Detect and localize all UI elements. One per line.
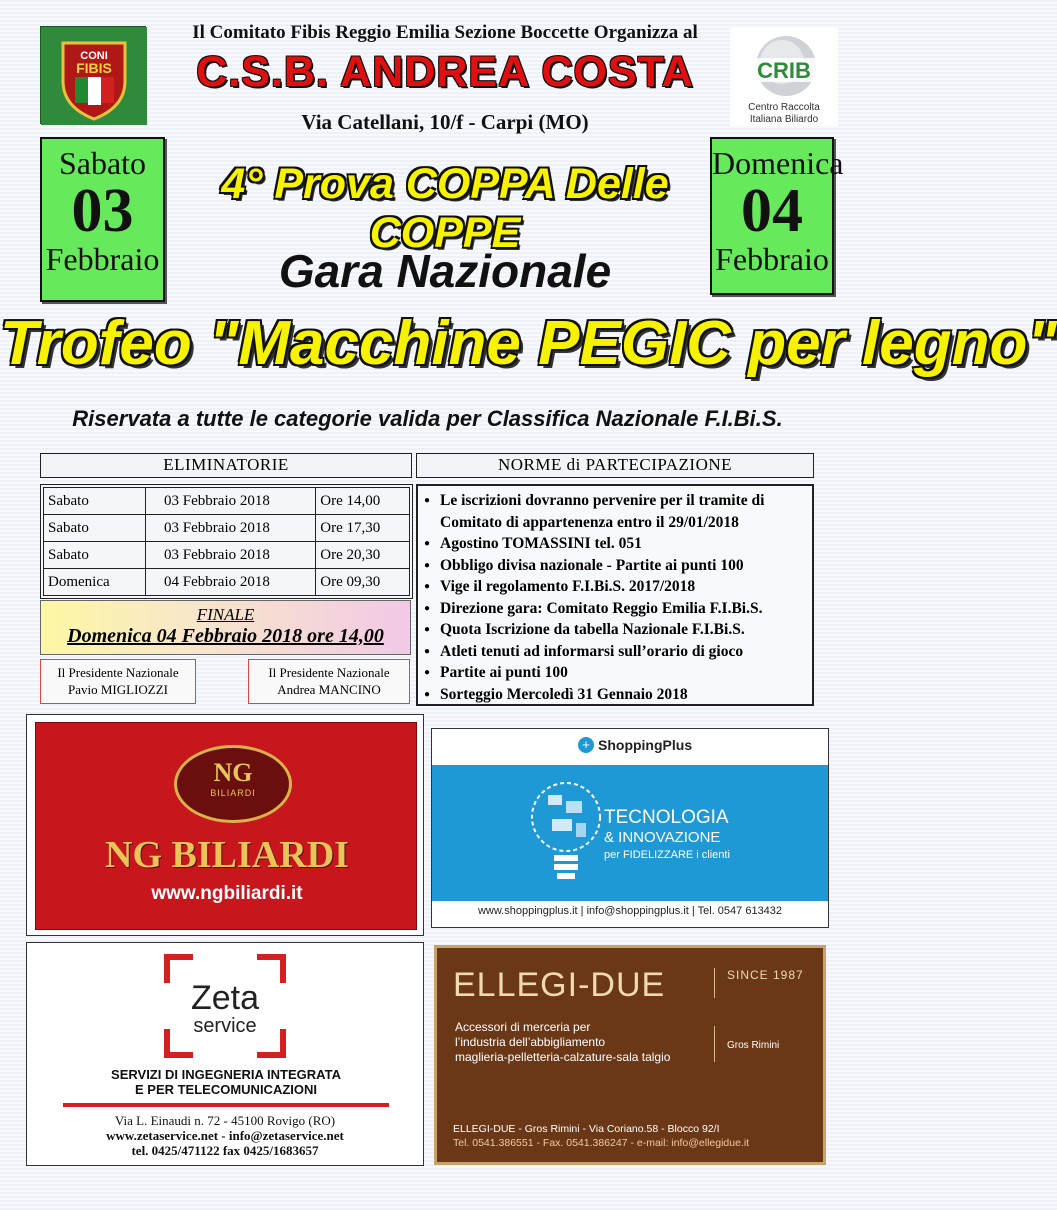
fibis-shield-icon bbox=[41, 27, 147, 125]
elim-time: Ore 14,00 bbox=[316, 488, 410, 515]
ng-name: NG BILIARDI bbox=[105, 834, 349, 876]
ellegi-name: ELLEGI-DUE bbox=[453, 966, 666, 1004]
zeta-tag2: E PER TELECOMUNICAZIONI bbox=[134, 1082, 317, 1097]
norme-item: ● Obbligo divisa nazionale - Partite ai punti 100 bbox=[424, 555, 808, 577]
crib-abbr: CRIB bbox=[757, 58, 811, 83]
fibis-logo bbox=[40, 26, 146, 124]
crib-line2: Italiana Biliardo bbox=[749, 114, 819, 125]
shop-line3: per FIDELIZZARE i clienti bbox=[604, 849, 730, 861]
shop-line2: & INNOVAZIONE bbox=[604, 829, 721, 846]
crib-logo bbox=[730, 28, 838, 126]
date-month: Febbraio bbox=[715, 241, 829, 277]
organizer-line: Il Comitato Fibis Reggio Emilia Sezione Boccette Organizza al bbox=[192, 22, 698, 43]
shop-footer: www.shoppingplus.it | info@shoppingplus.it | Tel. 0547 613432 bbox=[477, 905, 783, 917]
eliminatorie-header: ELIMINATORIE bbox=[40, 453, 412, 478]
finale-detail: Domenica 04 Febbraio 2018 ore 14,00 bbox=[67, 625, 384, 647]
date-number: 03 bbox=[71, 177, 134, 245]
event-title: 4° Prova COPPA Delle COPPE bbox=[221, 160, 669, 257]
president-name: Andrea MANCINO bbox=[277, 682, 381, 697]
norme-item: ● Direzione gara: Comitato Reggio Emilia F.I.Bi.S. bbox=[424, 598, 808, 620]
elim-row bbox=[44, 515, 410, 542]
norme-item: ● Sorteggio Mercoledì 31 Gennaio 2018 bbox=[424, 684, 808, 706]
elim-date: 03 Febbraio 2018 bbox=[146, 542, 316, 569]
president-box bbox=[248, 659, 410, 704]
ellegi-partner: Gros Rimini bbox=[727, 1040, 780, 1051]
elim-day: Sabato bbox=[44, 515, 146, 542]
finale-label: FINALE bbox=[196, 605, 255, 624]
date-box-saturday bbox=[40, 137, 165, 302]
elim-row bbox=[44, 542, 410, 569]
ad-shoppingplus bbox=[431, 728, 829, 928]
ellegi-desc1: Accessori di merceria per bbox=[455, 1020, 591, 1034]
elim-date: 04 Febbraio 2018 bbox=[146, 569, 316, 596]
norme-item: ● Quota Iscrizione da tabella Nazionale F.I.Bi.S. bbox=[424, 619, 808, 641]
trophy-title: Trofeo "Macchine PEGIC per legno" bbox=[0, 309, 1057, 378]
zeta-logo-sub: service bbox=[193, 1015, 257, 1037]
shop-line1: TECNOLOGIA bbox=[604, 807, 729, 828]
elim-row bbox=[44, 488, 410, 515]
ad-ng-biliardi bbox=[35, 722, 417, 930]
elim-date: 03 Febbraio 2018 bbox=[146, 488, 316, 515]
elim-day: Sabato bbox=[44, 488, 146, 515]
ad-zeta-service bbox=[26, 942, 424, 1166]
date-day: Sabato bbox=[58, 145, 147, 181]
fibis-logo-text: FIBIS bbox=[76, 60, 112, 76]
norme-header: NORME di PARTECIPAZIONE bbox=[416, 453, 814, 478]
president-name: Pavio MIGLIOZZI bbox=[67, 682, 168, 697]
eliminatorie-table bbox=[40, 484, 413, 599]
zeta-web: www.zetaservice.net - info@zetaservice.net bbox=[106, 1128, 344, 1143]
lightbulb-icon bbox=[528, 771, 604, 897]
ellegi-footer1: ELLEGI-DUE - Gros Rimini - Via Coriano.58 - Blocco 92/I bbox=[453, 1123, 720, 1135]
norme-item: ● Agostino TOMASSINI tel. 051 bbox=[424, 533, 808, 555]
president-box bbox=[40, 659, 196, 704]
ng-badge-small: BILIARDI bbox=[210, 788, 256, 798]
norme-item: ● Le iscrizioni dovranno pervenire per il tramite di Comitato di appartenenza entro il 29/01/2018 bbox=[424, 490, 808, 533]
ellegi-desc2: l’industria dell’abbigliamento bbox=[455, 1035, 606, 1049]
ellegi-desc3: maglieria-pelletteria-calzature-sala talgio bbox=[455, 1050, 671, 1064]
event-subtitle: Riservata a tutte le categorie valida per Classifica Nazionale F.I.Bi.S. bbox=[72, 406, 783, 431]
finale-box bbox=[40, 600, 411, 655]
elim-day: Domenica bbox=[44, 569, 146, 596]
elim-row bbox=[44, 569, 410, 596]
norme-list bbox=[416, 484, 814, 706]
crib-line1: Centro Raccolta bbox=[748, 102, 820, 113]
norme-item: ● Vige il regolamento F.I.Bi.S. 2017/2018 bbox=[424, 576, 808, 598]
date-number: 04 bbox=[741, 177, 803, 245]
zeta-address: Via L. Einaudi n. 72 - 45100 Rovigo (RO) bbox=[114, 1113, 336, 1128]
elim-time: Ore 09,30 bbox=[316, 569, 410, 596]
ellegi-since: SINCE 1987 bbox=[727, 968, 804, 982]
venue-address: Via Catellani, 10/f - Carpi (MO) bbox=[301, 110, 589, 134]
date-month: Febbraio bbox=[45, 241, 160, 277]
president-title: Il Presidente Nazionale bbox=[57, 665, 179, 680]
elim-time: Ore 17,30 bbox=[316, 515, 410, 542]
shop-brand: ShoppingPlus bbox=[598, 737, 693, 753]
elim-time: Ore 20,30 bbox=[316, 542, 410, 569]
zeta-phone: tel. 0425/471122 fax 0425/1683657 bbox=[131, 1143, 319, 1158]
norme-item: ● Atleti tenuti ad informarsi sull’orario di gioco bbox=[424, 641, 808, 663]
ad-ellegi-due bbox=[434, 945, 826, 1165]
president-title: Il Presidente Nazionale bbox=[268, 665, 390, 680]
ng-badge bbox=[174, 745, 292, 823]
plus-icon: + bbox=[578, 737, 594, 753]
svg-text:CONI: CONI bbox=[80, 50, 108, 62]
elim-date: 03 Febbraio 2018 bbox=[146, 515, 316, 542]
club-name: C.S.B. ANDREA COSTA bbox=[196, 48, 694, 96]
date-day: Domenica bbox=[712, 145, 844, 181]
elim-day: Sabato bbox=[44, 542, 146, 569]
norme-item: ● Partite ai punti 100 bbox=[424, 662, 808, 684]
ng-url: www.ngbiliardi.it bbox=[151, 883, 303, 904]
zeta-logo: Zeta bbox=[190, 979, 260, 1017]
ellegi-footer2: Tel. 0541.386551 - Fax. 0541.386247 - e-mail: info@ellegidue.it bbox=[453, 1137, 750, 1149]
ng-badge-big: NG bbox=[213, 758, 253, 787]
event-type: Gara Nazionale bbox=[278, 245, 612, 297]
zeta-tag1: SERVIZI DI INGEGNERIA INTEGRATA bbox=[111, 1067, 341, 1082]
